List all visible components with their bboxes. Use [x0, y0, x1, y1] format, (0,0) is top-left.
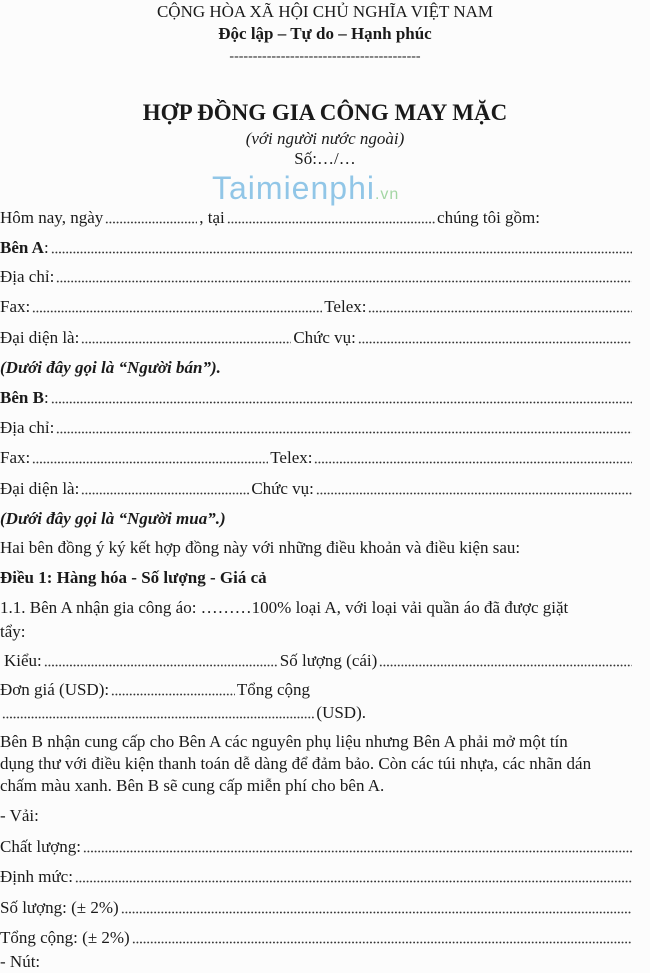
article-1-heading: Điều 1 : Hàng hóa - Số lượng - Giá cả [0, 568, 267, 587]
quantity-line: Số lượng: (± 2%) [0, 897, 634, 919]
paragraph-line: Bên B nhận cung cấp cho Bên A các nguyên phụ liệu nhưng Bên A phải mở một tín [0, 732, 568, 751]
fabric-label: - Vải: [0, 806, 39, 825]
article-1-1: 1.1. Bên A nhận gia công áo: ………100% loại A, với loại vải quần áo đã được giặt [0, 598, 569, 617]
intro-line: Hôm nay, ngày , tại chúng tôi gồm: [0, 208, 540, 227]
document-title: HỢP ĐỒNG GIA CÔNG MAY MẶC [142, 100, 508, 125]
party-b-line: Bên B : [0, 387, 634, 409]
norm-line: Định mức: [0, 866, 634, 888]
document-number: Số:…/… [294, 149, 356, 168]
watermark-logo: Taimienphi.vn [212, 170, 400, 206]
nation-header: CỘNG HÒA XÃ HỘI CHỦ NGHĨA VIỆT NAM [156, 2, 494, 21]
divider: ----------------------------------------- [229, 49, 421, 64]
motto: Độc lập – Tự do – Hạnh phúc [218, 24, 432, 43]
total-quantity-line: Tổng cộng: (± 2%) [0, 927, 634, 949]
button-label: - Nút: [0, 952, 41, 971]
article-1-1-cont: tẩy: [0, 622, 26, 641]
document-subtitle: (với người nước ngoài) [245, 129, 405, 148]
agreement-text: Hai bên đồng ý ký kết hợp đồng này với những điều khoản và điều kiện sau: [0, 538, 521, 557]
party-a-line: Bên A : [0, 237, 634, 259]
party-b-note: (Dưới đây gọi là “Người mua”.) [0, 509, 226, 528]
total-line: (USD). [0, 702, 366, 724]
paragraph-line: chấm màu xanh. Bên B sẽ cung cấp miễn phí cho bên A. [0, 776, 385, 795]
party-a-address: Địa chỉ: [0, 266, 634, 288]
paragraph-line: dụng thư với điều kiện thanh toán dễ dàng để đảm bảo. Còn các túi nhựa, các nhãn dán [0, 754, 592, 773]
party-b-address: Địa chỉ: [0, 417, 634, 439]
party-b-rep: Đại diện là: Chức vụ: [0, 478, 634, 500]
party-a-note: (Dưới đây gọi là “Người bán”). [0, 358, 221, 377]
quality-line: Chất lượng: [0, 836, 634, 858]
style-line: Kiểu: Số lượng (cái) [4, 650, 634, 672]
party-a-fax: Fax: Telex: [0, 296, 634, 318]
party-b-fax: Fax: Telex: [0, 447, 634, 469]
party-a-rep: Đại diện là: Chức vụ: [0, 327, 634, 349]
unit-price-line: Đơn giá (USD): Tổng cộng [0, 680, 310, 699]
